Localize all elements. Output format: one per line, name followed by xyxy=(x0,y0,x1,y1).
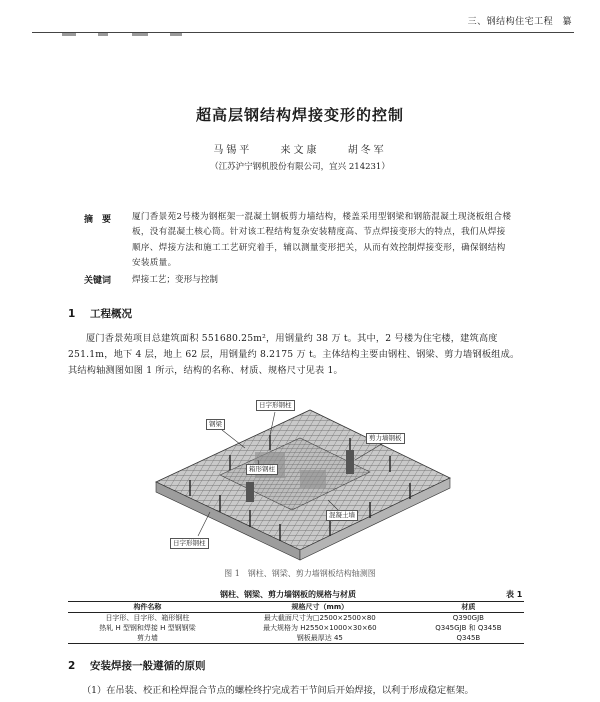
table-row xyxy=(68,613,524,624)
abstract-label: 摘 要 xyxy=(84,215,112,225)
keywords-label: 关键词 xyxy=(84,276,112,286)
page-marker: 纂 xyxy=(562,17,572,27)
callout-concrete-wall: 混凝土墙 xyxy=(326,510,358,521)
section-title: 安装焊接一般遵循的原则 xyxy=(90,660,206,672)
shear-wall-plate xyxy=(346,450,354,474)
section-number: 2 xyxy=(68,660,76,672)
callout-beam: 钢梁 xyxy=(206,419,225,430)
article-title: 超高层钢结构焊接变形的控制 xyxy=(195,106,404,124)
table-cell: 日字形、目字形、箱形钢柱 xyxy=(105,614,190,622)
table-cell: 最大截面尺寸为□2500×2500×80 xyxy=(263,614,376,622)
author: 胡冬军 xyxy=(347,145,387,156)
figure-caption: 图 1 钢柱、钢梁、剪力墙钢板结构轴测图 xyxy=(224,569,376,578)
section-number: 1 xyxy=(68,308,76,320)
table-cell: Q345B xyxy=(413,633,524,644)
callout-box-column: 箱形钢柱 xyxy=(246,464,278,475)
table-header-cell: 构件名称 xyxy=(68,602,227,613)
scan-artifact xyxy=(62,33,76,36)
running-title: 三、钢结构住宅工程 xyxy=(467,17,554,27)
header-rule xyxy=(32,32,574,33)
author: 来文康 xyxy=(280,145,320,156)
table-header-cell: 材质 xyxy=(413,602,524,613)
table-row xyxy=(68,633,524,644)
core-block xyxy=(300,470,326,488)
table-cell: Q390GJB xyxy=(452,614,484,622)
section-1-heading xyxy=(68,306,132,321)
table-cell: 最大规格为 H2550×1000×30×60 xyxy=(263,624,377,632)
callout-ri-column: 日字形钢柱 xyxy=(170,538,209,549)
scan-artifact xyxy=(132,33,148,36)
table-header-cell: 规格尺寸（mm） xyxy=(227,602,413,613)
affiliation: （江苏沪宁钢机股份有限公司，宜兴 214231） xyxy=(210,162,390,172)
table-cell: 钢板最厚达 45 xyxy=(227,633,413,644)
section-1-paragraph: 厦门香景苑项目总建筑面积 551680.25m²，用钢量约 38 万 t。其中，2 号楼为住宅楼，建筑高度 251.1m，地下 4 层，地上 62 层，用钢量约 8.2175 万 t。主体结构主要由钢柱、钢梁、剪力墙钢板组成。其结构轴测图如图 1 所示，结构的名称、材质、规格尺寸见表 1。 xyxy=(68,333,520,377)
author-list xyxy=(0,141,600,156)
spec-table xyxy=(68,601,524,644)
section-2-paragraph: （1）在吊装、校正和栓焊混合节点的螺栓终拧完成若干节间后开始焊接，以利于形成稳定框架。 xyxy=(82,685,474,696)
table-number: 表 1 xyxy=(506,590,523,599)
table-cell: 剪力墙 xyxy=(68,633,227,644)
figure-1 xyxy=(150,400,460,562)
table-title: 钢柱、钢梁、剪力墙钢板的规格与材质 xyxy=(220,590,356,599)
abstract-text: 厦门香景苑2号楼为钢框架一混凝土钢板剪力墙结构，楼盖采用型钢梁和钢筋混凝土现浇板组合楼板，没有混凝土核心筒。针对该工程结构复杂安装精度高、节点焊接变形大的特点，我们从焊接顺序、焊接方法和施工工艺研究着手，辅以测量变形把关，从而有效控制焊接变形，确保钢结构安装质量。 xyxy=(132,212,512,269)
table-cell: Q345GJB 和 Q345B xyxy=(435,624,502,632)
table-cell: 热轧 H 型钢和焊接 H 型钢钢梁 xyxy=(99,624,196,632)
table-row xyxy=(68,623,524,633)
scan-artifact xyxy=(98,33,108,36)
keywords-text: 焊接工艺；变形与控制 xyxy=(132,275,218,285)
section-2-heading xyxy=(68,658,206,673)
callout-shear-wall-plate: 剪力墙钢板 xyxy=(366,433,405,444)
table-header-row xyxy=(68,602,524,613)
callout-h-column: 日字形钢柱 xyxy=(256,400,295,411)
shear-wall-plate xyxy=(246,482,254,502)
author: 马锡平 xyxy=(213,145,253,156)
section-title: 工程概况 xyxy=(90,308,132,320)
running-header xyxy=(468,14,572,27)
scan-artifact xyxy=(170,33,182,36)
